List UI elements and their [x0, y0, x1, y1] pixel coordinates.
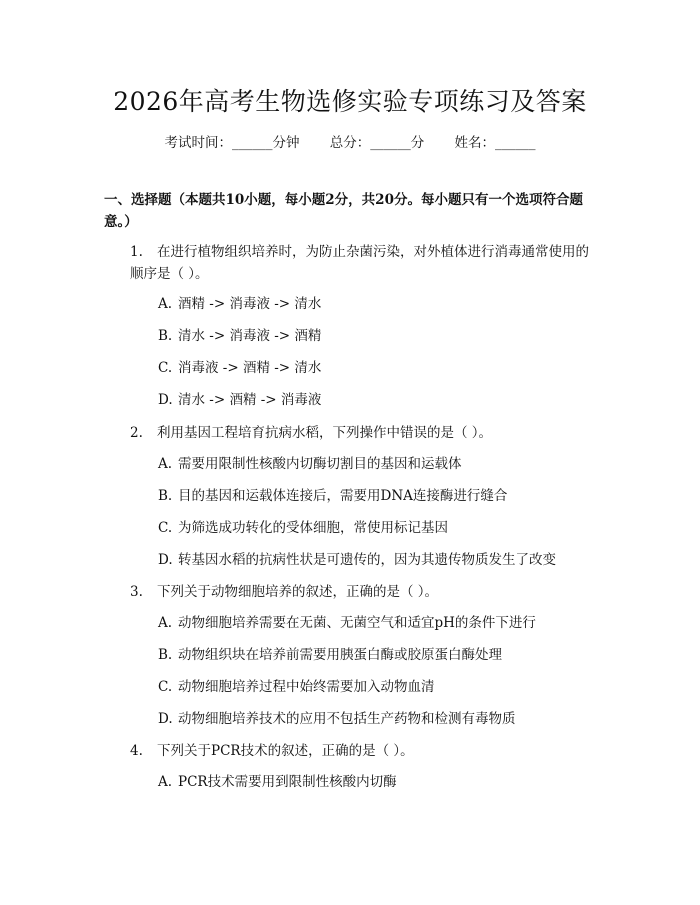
- option-letter: A.: [158, 456, 173, 472]
- option-text: 酒精 -> 消毒液 -> 清水: [178, 296, 322, 312]
- student-name-field: 姓名：______: [454, 135, 536, 151]
- option-letter: B.: [158, 647, 173, 663]
- option-text: 动物细胞培养技术的应用不包括生产药物和检测有毒物质: [178, 711, 516, 727]
- exam-time-field: 考试时间：______分钟: [164, 135, 300, 151]
- option-text: 需要用限制性核酸内切酶切割目的基因和运载体: [178, 456, 462, 472]
- question-text: 在进行植物组织培养时，为防止杂菌污染，对外植体进行消毒通常使用的顺序是（ ）。: [130, 244, 589, 282]
- total-score-field: 总分：______分: [329, 135, 425, 151]
- page-title: 2026年高考生物选修实验专项练习及答案: [113, 87, 587, 116]
- question-2-option-b: [158, 486, 507, 506]
- option-text: 为筛选成功转化的受体细胞，常使用标记基因: [178, 520, 448, 536]
- option-letter: D.: [158, 711, 173, 727]
- question-1: [130, 241, 598, 285]
- option-letter: A.: [158, 774, 173, 790]
- question-4-option-a: [158, 772, 397, 792]
- question-1-option-b: [158, 326, 321, 346]
- option-text: 动物细胞培养过程中始终需要加入动物血清: [178, 679, 435, 695]
- question-number: 4.: [130, 743, 143, 759]
- question-3-option-d: [158, 709, 516, 729]
- option-text: 动物细胞培养需要在无菌、无菌空气和适宜pH的条件下进行: [178, 615, 536, 631]
- option-text: 清水 -> 酒精 -> 消毒液: [178, 392, 322, 408]
- question-number: 3.: [130, 584, 143, 600]
- option-letter: A.: [158, 296, 173, 312]
- option-text: PCR技术需要用到限制性核酸内切酶: [178, 774, 397, 790]
- option-letter: D.: [158, 392, 173, 408]
- option-text: 目的基因和运载体连接后，需要用DNA连接酶进行缝合: [178, 488, 508, 504]
- question-1-option-a: [158, 294, 321, 314]
- question-1-option-c: [158, 358, 321, 378]
- question-3-option-c: [158, 677, 435, 697]
- question-4: [130, 740, 598, 762]
- question-text: 利用基因工程培育抗病水稻，下列操作中错误的是（ ）。: [157, 425, 493, 441]
- option-text: 转基因水稻的抗病性状是可遗传的，因为其遗传物质发生了改变: [178, 552, 556, 568]
- question-text: 下列关于动物细胞培养的叙述，正确的是（ ）。: [157, 584, 439, 600]
- question-text: 下列关于PCR技术的叙述，正确的是（ ）。: [157, 743, 414, 759]
- option-letter: A.: [158, 615, 173, 631]
- option-letter: C.: [158, 360, 173, 376]
- option-letter: C.: [158, 679, 173, 695]
- option-text: 清水 -> 消毒液 -> 酒精: [178, 328, 322, 344]
- question-1-option-d: [158, 390, 321, 410]
- question-3-option-b: [158, 645, 502, 665]
- section-heading: 一、选择题（本题共10小题，每小题2分，共20分。每小题只有一个选项符合题意。）: [104, 192, 583, 230]
- question-2-option-c: [158, 518, 448, 538]
- question-2: [130, 422, 598, 444]
- exam-meta: [0, 131, 700, 151]
- question-number: 2.: [130, 425, 143, 441]
- question-2-option-a: [158, 454, 462, 474]
- question-3-option-a: [158, 613, 536, 633]
- question-2-option-d: [158, 550, 556, 570]
- question-3: [130, 581, 598, 603]
- question-number: 1.: [130, 244, 143, 260]
- option-letter: B.: [158, 488, 173, 504]
- option-letter: C.: [158, 520, 173, 536]
- option-text: 动物组织块在培养前需要用胰蛋白酶或胶原蛋白酶处理: [178, 647, 502, 663]
- option-letter: B.: [158, 328, 173, 344]
- option-letter: D.: [158, 552, 173, 568]
- option-text: 消毒液 -> 酒精 -> 清水: [178, 360, 322, 376]
